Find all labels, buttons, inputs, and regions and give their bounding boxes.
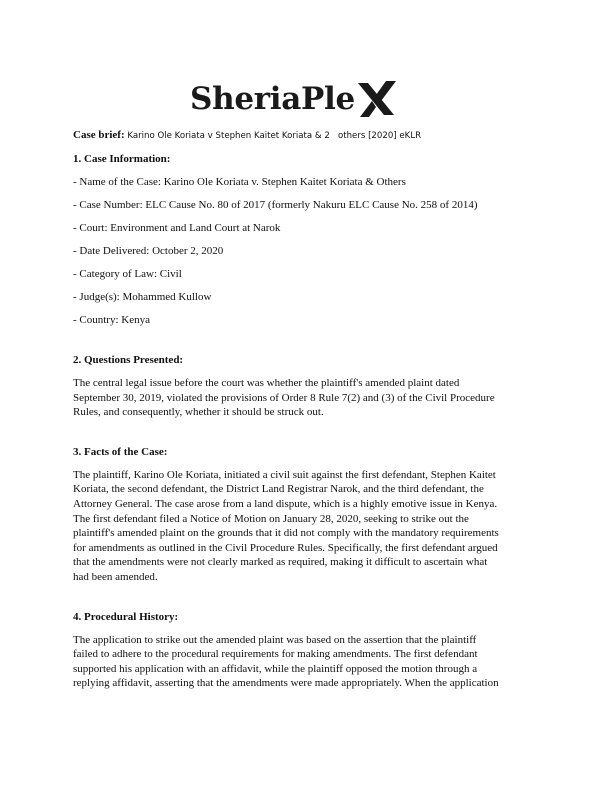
paragraph-line: that the amendments were not clearly marked as required, making it difficult to ascertain what: [73, 556, 488, 569]
country-item: - Country: Kenya: [73, 314, 150, 326]
case-brief-line: [73, 128, 543, 143]
court-item: - Court: Environment and Land Court at Narok: [73, 222, 281, 234]
case-number-item: - Case Number: ELC Cause No. 80 of 2017 (formerly Nakuru ELC Cause No. 258 of 2014): [73, 199, 478, 211]
case-brief-title: Karino Ole Koriata v Stephen Kaitet Koriata & 2 others [2020] eKLR: [127, 131, 422, 141]
paragraph-line: had been amended.: [73, 570, 158, 583]
paragraph-line: Koriata, the second defendant, the District Land Registrar Narok, and the third defendant, the: [73, 483, 484, 496]
section-heading-questions-presented: 2. Questions Presented:: [73, 354, 184, 366]
x-mark-icon: [356, 79, 396, 119]
paragraph-line: The central legal issue before the court was whether the plaintiff's amended plaint dated: [73, 377, 460, 389]
section-heading-facts-of-the-case: 3. Facts of the Case:: [73, 445, 168, 458]
logo-text: SheriaPle: [190, 81, 355, 117]
facts-paragraph: [73, 468, 543, 585]
category-of-law-item: - Category of Law: Civil: [73, 268, 182, 280]
judges-item: - Judge(s): Mohammed Kullow: [73, 291, 212, 303]
questions-presented-paragraph: [73, 376, 543, 420]
paragraph-line: failed to adhere to the procedural requirements for making amendments. The first defendant: [73, 648, 478, 661]
sheriaplex-logo: [190, 77, 396, 121]
date-delivered-item: - Date Delivered: October 2, 2020: [73, 245, 224, 257]
paragraph-line: The plaintiff, Karino Ole Koriata, initiated a civil suit against the first defendant, Stephen Kaitet: [73, 468, 496, 481]
paragraph-line: The first defendant filed a Notice of Motion on January 28, 2020, seeking to strike out the: [73, 512, 469, 525]
paragraph-line: replying affidavit, asserting that the amendments were made appropriately. When the application: [73, 677, 499, 690]
paragraph-line: Attorney General. The case arose from a land dispute, which is a highly emotive issue in Kenya.: [73, 497, 498, 510]
paragraph-line: plaintiff's amended plaint on the grounds that it did not comply with the mandatory requirements: [73, 527, 499, 540]
paragraph-line: Rules, and consequently, whether it should be struck out.: [73, 406, 324, 419]
procedural-history-paragraph: [73, 633, 543, 691]
paragraph-line: supported his application with an affidavit, while the plaintiff opposed the motion through a: [73, 662, 478, 675]
paragraph-line: for amendments as outlined in the Civil Procedure Rules. Specifically, the first defendant argued: [73, 541, 498, 554]
case-name-item: - Name of the Case: Karino Ole Koriata v. Stephen Kaitet Koriata & Others: [73, 176, 406, 188]
paragraph-line: September 30, 2019, violated the provisions of Order 8 Rule 7(2) and (3) of the Civil Procedure: [73, 391, 495, 404]
section-heading-procedural-history: 4. Procedural History:: [73, 610, 179, 623]
section-heading-case-information: 1. Case Information:: [73, 153, 171, 165]
case-brief-label: Case brief:: [73, 129, 125, 141]
paragraph-line: The application to strike out the amended plaint was based on the assertion that the plaintiff: [73, 633, 477, 646]
document-body: [73, 128, 543, 691]
